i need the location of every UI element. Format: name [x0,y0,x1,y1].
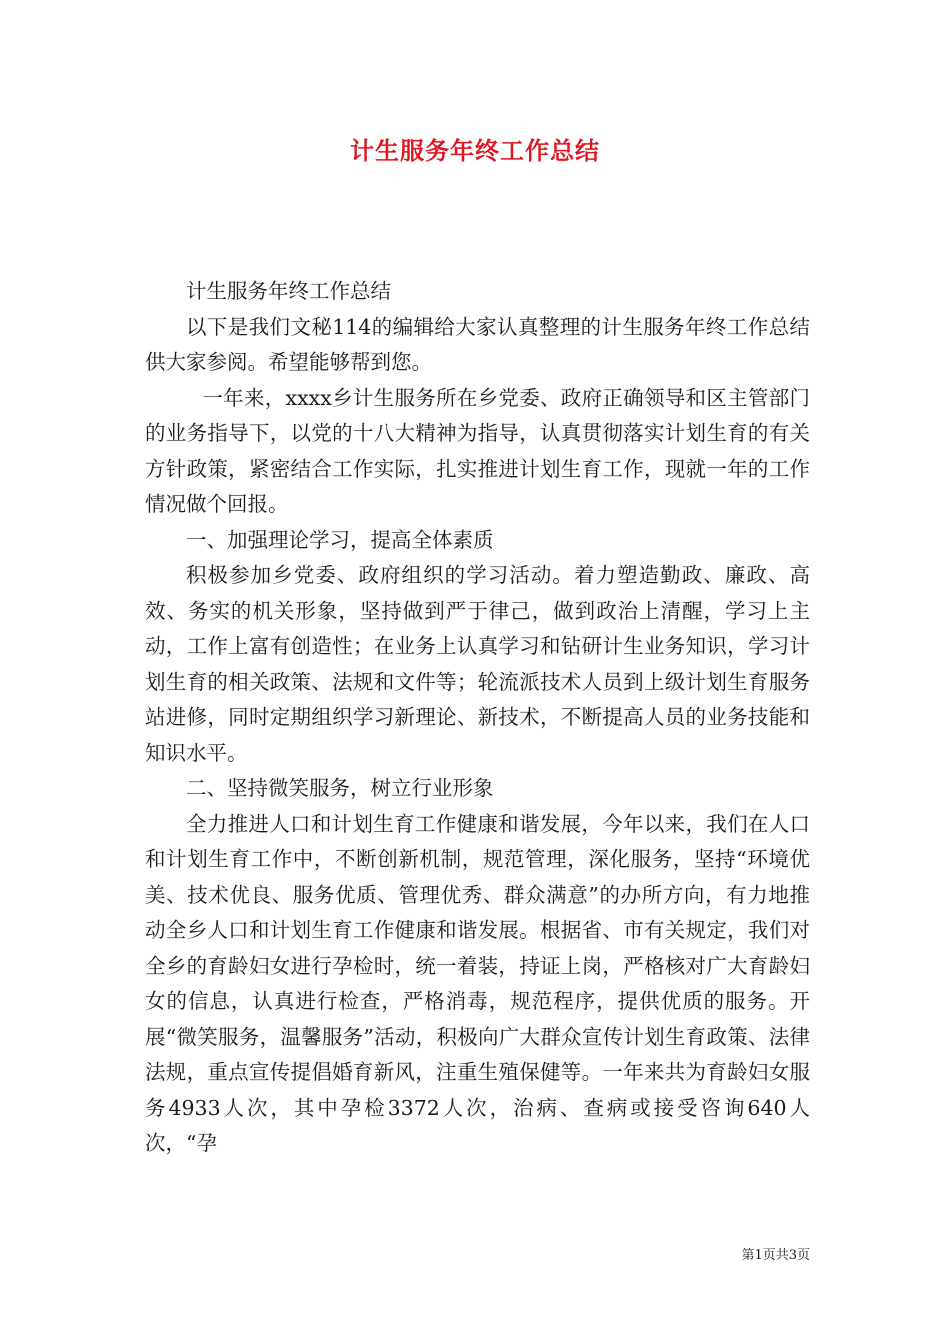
section-heading-2: 二、坚持微笑服务，树立行业形象 [186,776,494,800]
page-number: 第1页共3页 [741,1248,810,1263]
paragraph-intro: 以下是我们文秘114的编辑给大家认真整理的计生服务年终工作总结供大家参阅。希望能够帮到您。 [145,314,810,374]
paragraph-overview: 一年来，xxxx乡计生服务所在乡党委、政府正确领导和区主管部门的业务指导下，以党的十八大精神为指导，认真贯彻落实计划生育的有关方针政策，紧密结合工作实际，扎实推进计划生育工作，现就一年的工作情况做个回报。 [145,385,810,516]
paragraph-heading: 计生服务年终工作总结 [186,279,391,303]
paragraph-section-1: 积极参加乡党委、政府组织的学习活动。着力塑造勤政、廉政、高效、务实的机关形象，坚持做到严于律己，做到政治上清醒，学习上主动，工作上富有创造性；在业务上认真学习和钻研计生业务知识，学习计划生育的相关政策、法规和文件等；轮流派技术人员到上级计划生育服务站进修，同时定期组织学习新理论、新技术，不断提高人员的业务技能和知识水平。 [145,563,810,765]
section-heading-1: 一、加强理论学习，提高全体素质 [186,527,494,552]
paragraph-section-2: 全力推进人口和计划生育工作健康和谐发展，今年以来，我们在人口和计划生育工作中，不断创新机制，规范管理，深化服务，坚持“环境优美、技术优良、服务优质、管理优秀、群众满意”的办所方向，有力地推动全乡人口和计划生育工作健康和谐发展。根据省、市有关规定，我们对全乡的育龄妇女进行孕检时，统一着装，持证上岗，严格核对广大育龄妇女的信息，认真进行检查，严格消毒，规范程序，提供优质的服务。开展“微笑服务，温馨服务”活动，积极向广大群众宣传计划生育政策、法律法规，重点宣传提倡婚育新风，注重生殖保健等。一年来共为育龄妇女服务4933人次，其中孕检3372人次，治病、查病或接受咨询640人次，“孕 [145,811,810,1155]
document-title: 计生服务年终工作总结 [350,136,600,165]
document-body [145,274,810,1162]
